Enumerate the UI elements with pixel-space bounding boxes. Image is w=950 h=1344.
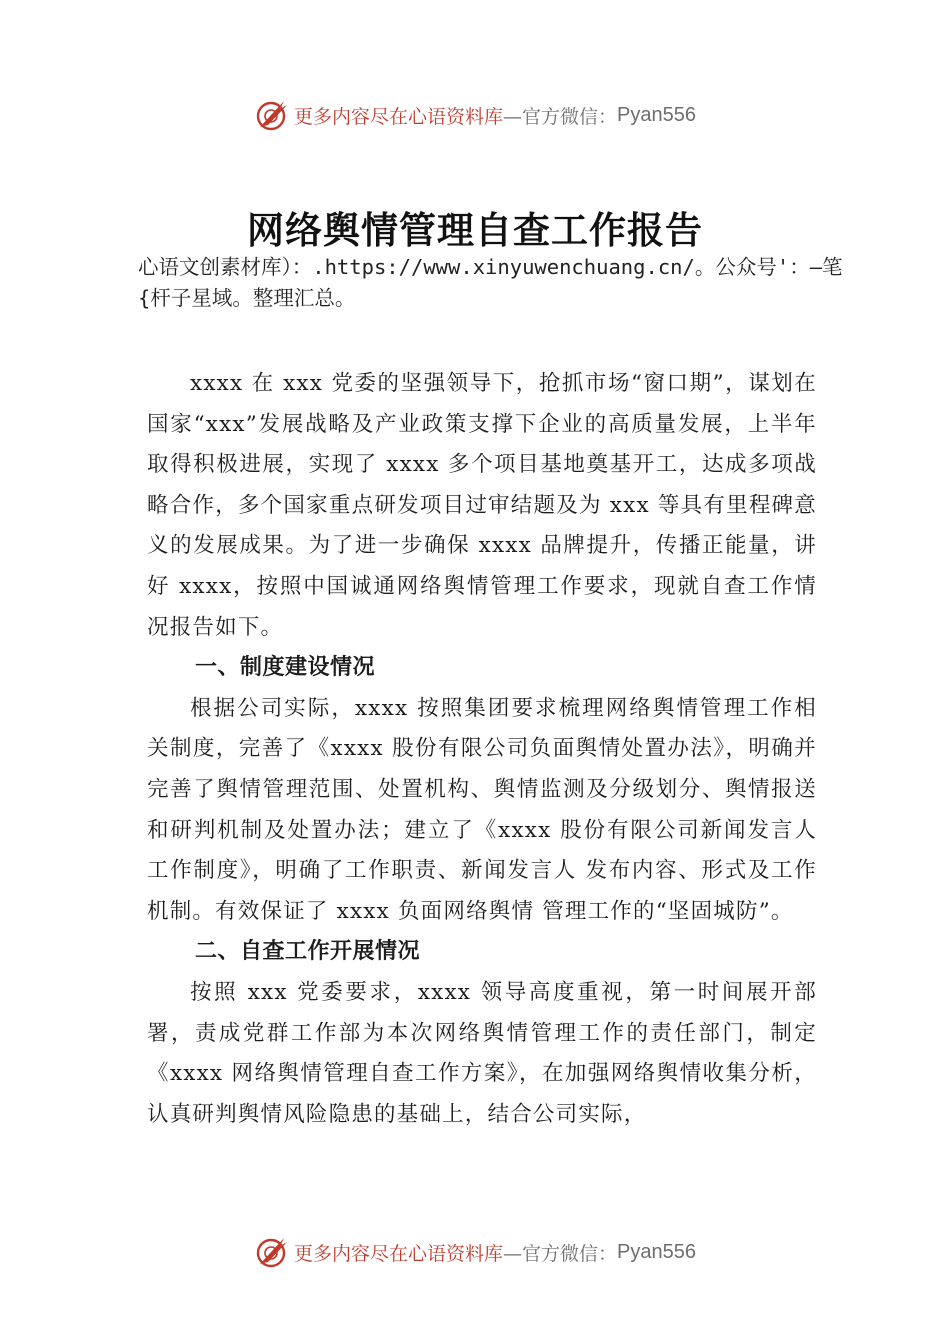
watermark-gray-text: —官方微信： — [503, 105, 618, 128]
document-body — [147, 364, 817, 1135]
watermark-gray-text: —官方微信： — [503, 1242, 618, 1265]
quill-seal-icon — [254, 1234, 290, 1270]
paragraph-self-inspection: 按照 xxx 党委要求，xxxx 领导高度重视，第一时间展开部署，责成党群工作部为本次网络舆情管理工作的责任部门，制定《xxxx 网络舆情管理自查工作方案》，在加强网络舆情收集分析，认真研判舆情风险隐患的基础上，结合公司实际， — [147, 979, 817, 1127]
section-heading-2: 二、自查工作开展情况 — [195, 939, 421, 965]
paragraph-system-building: 根据公司实际，xxxx 按照集团要求梳理网络舆情管理工作相关制度，完善了《xxxx 股份有限公司负面舆情处置办法》，明确并完善了舆情管理范围、处置机构、舆情监测及分级划分、舆情报送和研判机制及处置办法；建立了《xxxx 股份有限公司新闻发言人工作制度》，明确了工作职责、新闻发言人 发布内容、形式及工作机制。有效保证了 xxxx 负面网络舆情 管理工作的“坚固城防”。 — [147, 695, 817, 924]
document-title: 网络舆情管理自查工作报告 — [247, 208, 703, 252]
watermark-wechat-id: Pyan556 — [617, 103, 696, 126]
source-line: 心语文创素材库）：.https://www.xinyuwenchuang.cn/。公众号'：—笔{杆子星域。整理汇总。 — [138, 255, 843, 310]
section-heading-1: 一、制度建设情况 — [195, 655, 376, 681]
watermark-red-text: 更多内容尽在心语资料库 — [294, 105, 504, 128]
watermark-wechat-id: Pyan556 — [617, 1240, 696, 1263]
quill-seal-icon — [254, 97, 290, 133]
watermark-banner-bottom — [0, 1232, 950, 1272]
paragraph-intro: xxxx 在 xxx 党委的坚强领导下，抢抓市场“窗口期”，谋划在国家“xxx”发展战略及产业政策支撑下企业的高质量发展，上半年取得积极进展，实现了 xxxx 多个项目基地奠基开工，达成多项战略合作，多个国家重点研发项目过审结题及为 xxx 等具有里程碑意义的发展成果。为了进一步确保 xxxx 品牌提升，传播正能量，讲好 xxxx，按照中国诚通网络舆情管理工作要求，现就自查工作情况报告如下。 — [147, 371, 817, 640]
watermark-banner-top — [0, 95, 950, 135]
watermark-red-text: 更多内容尽在心语资料库 — [294, 1242, 504, 1265]
